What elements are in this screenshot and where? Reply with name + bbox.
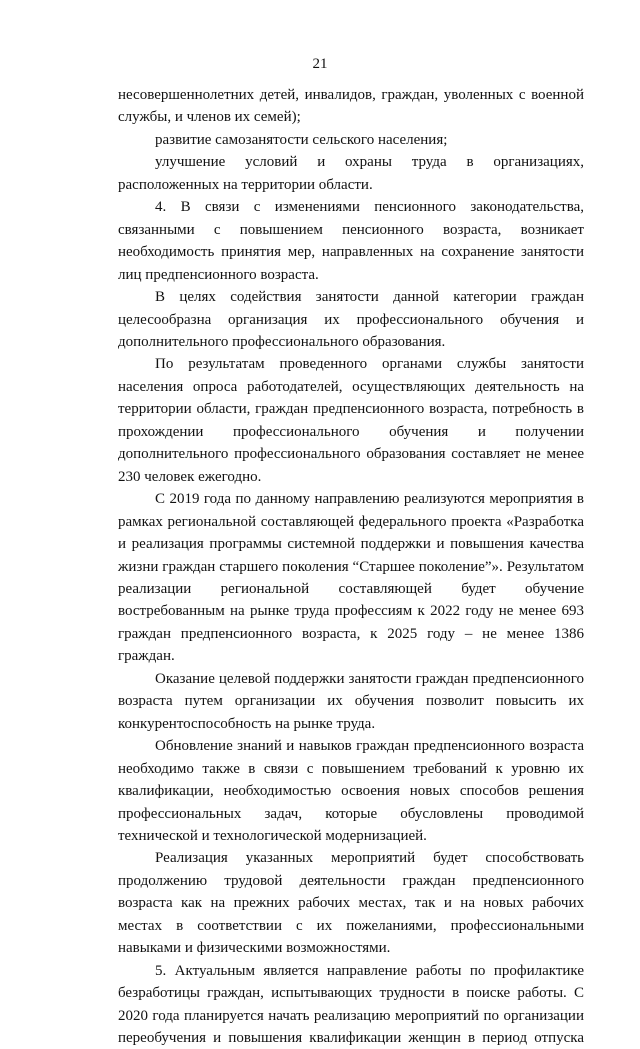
paragraph-training-goals: В целях содействия занятости данной категории граждан целесообразна организация их профессионального обучения и дополнительного профессионального образования. — [118, 289, 584, 350]
paragraph-section-5-unemployment-prevention: 5. Актуальным является направление работы по профилактике безработицы граждан, испытывающих трудности в поиске работы. С 2020 года планируется начать реализацию мероприятий по организации переобучения и повышения квалификации женщин в период отпуска — [118, 962, 584, 1047]
document-body — [118, 84, 584, 1049]
page-number: 21 — [312, 56, 328, 72]
paragraph-implementation: Реализация указанных мероприятий будет способствовать продолжению трудовой деятельности граждан предпенсионного возраста как на прежних рабочих местах, так и на новых рабочих местах в соответствии с их пожеланиями, профессиональными навыками и физическими возможностями. — [118, 850, 584, 957]
paragraph-labor-conditions: улучшение условий и охраны труда в организациях, расположенных на территории области. — [118, 154, 584, 193]
paragraph-continuation: несовершеннолетних детей, инвалидов, граждан, уволенных с военной службы, и членов их семей); — [118, 87, 584, 126]
paragraph-targeted-support: Оказание целевой поддержки занятости граждан предпенсионного возраста путем организации их обучения позволит повысить их конкурентоспособность на рынке труда. — [118, 670, 584, 732]
paragraph-2019-project: С 2019 года по данному направлению реализуются мероприятия в рамках региональной составляющей федерального проекта «Разработка и реализация программы системной поддержки и повышения качества жизни граждан старшего поколения “Старшее поколение”». Результатом реализации региональной составляющей будет обучение востребованным на рынке труда профессиям к 2022 году не менее 693 граждан предпенсионного возраста, к 2025 году – не менее 1386 граждан. — [118, 491, 584, 665]
paragraph-survey-results: По результатам проведенного органами службы занятости населения опроса работодателей, осуществляющих деятельность на территории области, граждан предпенсионного возраста, потребность в прохождении профессионального обучения и получении дополнительного профессионального образования составляет не менее 230 человек ежегодно. — [118, 356, 584, 485]
paragraph-section-4-pension-changes: 4. В связи с изменениями пенсионного законодательства, связанными с повышением пенсионного возраста, возникает необходимость принятия мер, направленных на сохранение занятости лиц предпенсионного возраста. — [118, 199, 584, 283]
paragraph-knowledge-update: Обновление знаний и навыков граждан предпенсионного возраста необходимо также в связи с повышением требований к уровню их квалификации, необходимостью освоения новых способов решения профессиональных задач, которые обусловлены проводимой технической и технологической модернизацией. — [118, 738, 584, 844]
paragraph-rural-self-employment: развитие самозанятости сельского населения; — [155, 131, 448, 148]
